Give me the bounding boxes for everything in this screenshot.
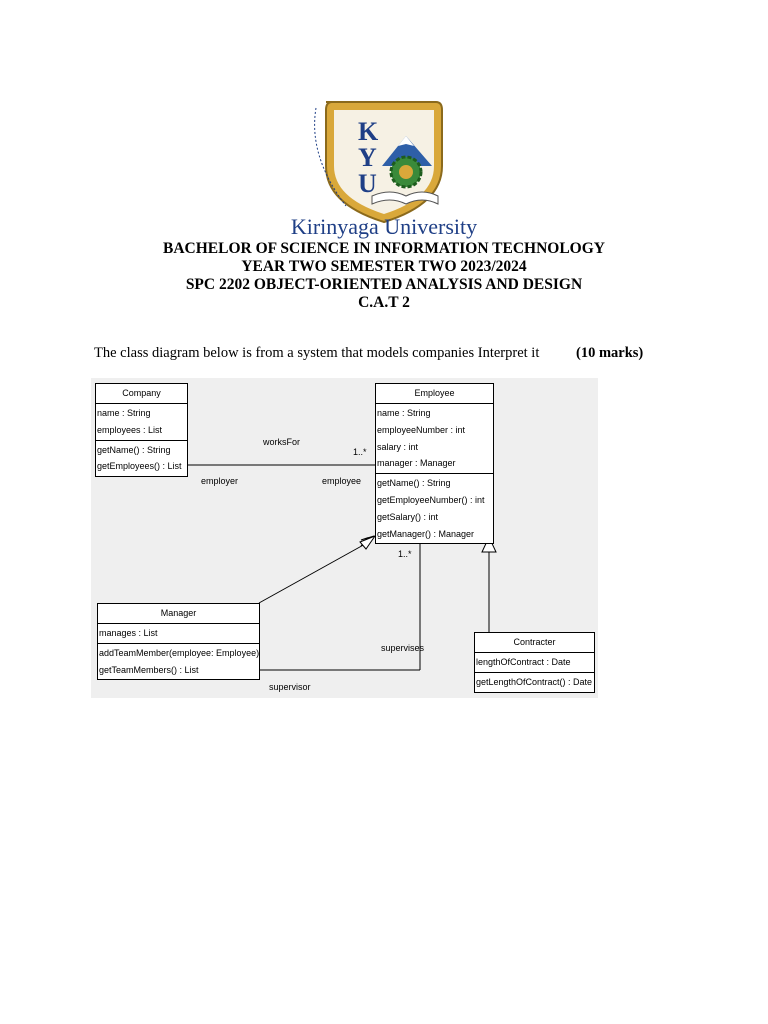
attribute: manages : List [99, 628, 158, 638]
class-name: Employee [376, 384, 493, 404]
attribute: salary : int [377, 441, 419, 452]
operation: getName() : String [377, 478, 451, 489]
cat-title: C.A.T 2 [358, 294, 410, 311]
company-class [95, 383, 188, 477]
operation: getEmployees() : List [97, 461, 182, 472]
class-name: Contracter [475, 633, 594, 653]
role-label-supervises: supervises [381, 643, 425, 653]
attribute: name : String [97, 408, 151, 418]
operation: getManager() : Manager [377, 528, 475, 539]
class-name: Company [96, 384, 187, 404]
role-label-employee: employee [322, 476, 362, 486]
association-label-worksfor: worksFor [263, 437, 301, 447]
year-semester: YEAR TWO SEMESTER TWO 2023/2024 [241, 258, 527, 275]
contracter-class [474, 632, 595, 693]
manager-generalization [259, 543, 367, 603]
attribute: name : String [377, 408, 431, 418]
question-marks: (10 marks) [576, 345, 644, 361]
manager-class [97, 603, 260, 680]
course-title: SPC 2202 OBJECT-ORIENTED ANALYSIS AND DESIGN [185, 276, 583, 293]
role-label-employer: employer [201, 476, 239, 486]
attribute: employeeNumber : int [377, 424, 466, 435]
operation: getSalary() : int [377, 511, 439, 522]
class-diagram [91, 378, 598, 698]
attribute: employees : List [97, 424, 163, 435]
attribute: lengthOfContract : Date [476, 657, 571, 667]
svg-text:U: U [358, 169, 377, 198]
multiplicity-label: 1..* [353, 447, 367, 457]
multiplicity-label: 1..* [398, 549, 412, 559]
question-text: The class diagram below is from a system that models companies Interpret it [94, 345, 540, 361]
programme-title: BACHELOR OF SCIENCE IN INFORMATION TECHNOLOGY [163, 240, 605, 257]
role-label-supervisor: supervisor [269, 682, 311, 692]
university-name: Kirinyaga University [290, 214, 478, 239]
svg-text:Y: Y [358, 143, 377, 172]
logo-initials-k: K [358, 117, 379, 146]
attribute: manager : Manager [377, 458, 456, 469]
operation: getName() : String [97, 444, 171, 455]
operation: addTeamMember(employee: Employee) [99, 647, 260, 658]
class-name: Manager [98, 604, 259, 624]
operation: getTeamMembers() : List [99, 664, 199, 675]
operation: getLengthOfContract() : Date [476, 676, 593, 687]
operation: getEmployeeNumber() : int [377, 494, 485, 505]
employee-class [375, 383, 494, 544]
